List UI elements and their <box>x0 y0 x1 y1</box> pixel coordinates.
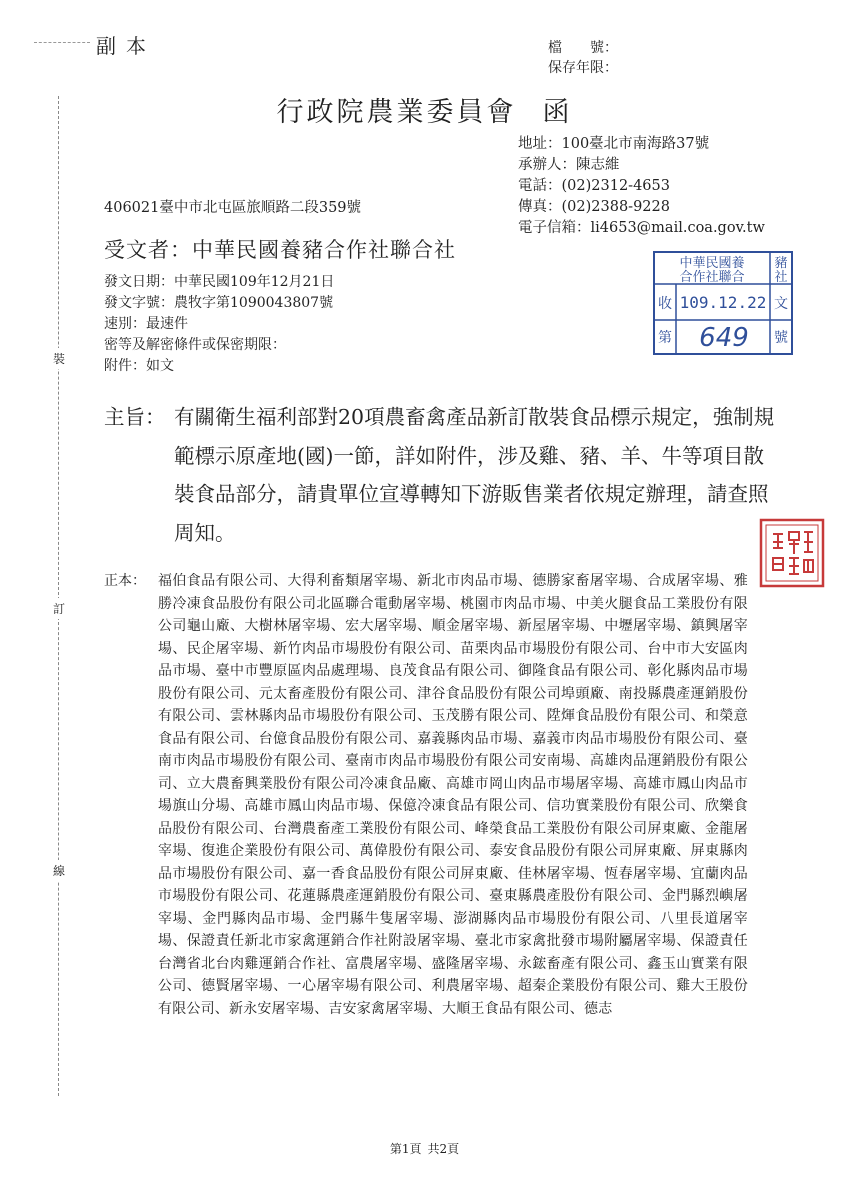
binding-mark-top: 裝 <box>53 348 65 369</box>
stamp-doc-label: 文 <box>774 296 788 312</box>
attachment-note: 附件：如文 <box>104 358 174 374</box>
archive-info <box>548 38 618 78</box>
agency-name: 行政院農業委員會 <box>276 97 517 128</box>
stamp-receive-label: 收 <box>658 296 672 312</box>
stamp-number-suffix: 號 <box>774 330 788 346</box>
sender-fax: 傳真：(02)2388-9228 <box>518 199 670 215</box>
page-footer <box>0 1140 849 1157</box>
sender-contact: 承辦人：陳志維 <box>518 157 620 173</box>
stamp-side-top: 豬 <box>774 256 788 271</box>
retention-label: 保存年限： <box>548 60 618 76</box>
sender-phone: 電話：(02)2312-4653 <box>518 178 670 194</box>
stamp-side-bottom: 社 <box>774 270 788 285</box>
stamp-number-prefix: 第 <box>658 330 672 346</box>
archive-number-label: 檔 號： <box>548 40 618 56</box>
document-number: 發文字號：農牧字第1090043807號 <box>104 295 334 311</box>
receipt-stamp <box>652 250 794 356</box>
delivery-speed: 速別：最速件 <box>104 316 188 332</box>
page-number: 第1頁 <box>389 1142 422 1156</box>
copy-label: 副本 <box>96 34 156 58</box>
sender-email: 電子信箱：li4653@mail.coa.gov.tw <box>518 220 765 236</box>
recipient-name: 受文者：中華民國養豬合作社聯合社 <box>104 238 456 262</box>
copy-marker-line <box>34 42 90 43</box>
cc-label: 正本： <box>104 573 146 589</box>
secrecy-level: 密等及解密條件或保密期限： <box>104 337 286 353</box>
stamp-org-line2: 合作社聯合 <box>679 270 745 285</box>
document-meta <box>104 272 334 377</box>
page-total: 共2頁 <box>427 1142 460 1156</box>
stamp-date: 109.12.22 <box>679 293 767 312</box>
subject-label: 主旨： <box>104 405 166 429</box>
binding-mark-middle: 訂 <box>53 598 65 619</box>
document-kind: 函 <box>542 97 573 128</box>
document-title <box>0 90 849 129</box>
binding-guide-line <box>58 96 59 1096</box>
stamp-org-line1: 中華民國養 <box>679 256 745 271</box>
subject-text: 有關衛生福利部對20項農畜禽產品新訂散裝食品標示規定，強制規範標示原產地(國)一節，詳如附件，涉及雞、豬、羊、牛等項目散裝食品部分，請貴單位宣導轉知下游販售業者依規定辦理，請查照周知。 <box>174 405 775 545</box>
stamp-number: 649 <box>699 323 749 353</box>
cc-recipient-list: 福伯食品有限公司、大得利畜類屠宰場、新北市肉品市場、德勝家畜屠宰場、合成屠宰場、雅勝冷凍食品股份有限公司北區聯合電動屠宰場、桃園市肉品市場、中美火腿食品工業股份有限公司龜山廠、大樹林屠宰場、宏大屠宰場、順金屠宰場、新屋屠宰場、中壢屠宰場、鎮興屠宰場、民企屠宰場、新竹肉品市場股份有限公司、苗栗肉品市場股份有限公司、台中市大安區肉品市場、臺中市豐原區肉品處理場、良茂食品有限公司、御隆食品有限公司、彰化縣肉品市場股份有限公司、元太畜產股份有限公司、津谷食品股份有限公司埠頭廠、南投縣農產運銷股份有限公司、雲林縣肉品市場股份有限公司、玉茂勝有限公司、陞煇食品股份有限公司、和榮意食品有限公司、台億食品股份有限公司、嘉義縣肉品市場、嘉義市肉品市場股份有限公司、臺南市肉品市場股份有限公司、臺南市肉品市場股份有限公司安南場、高雄肉品運銷股份有限公司、立大農畜興業股份有限公司冷凍食品廠、高雄市岡山肉品市場屠宰場、高雄市鳳山肉品市場旗山分場、高雄市鳳山肉品市場、保億冷凍食品有限公司、信功實業股份有限公司、欣樂食品股份有限公司、台灣農畜產工業股份有限公司、峰榮食品工業股份有限公司屏東廠、金龍屠宰場、復進企業股份有限公司、萬偉股份有限公司、泰安食品股份有限公司屏東廠、屏東縣肉品市場股份有限公司、嘉一香食品股份有限公司屏東廠、佳林屠宰場、恆春屠宰場、宜蘭肉品市場股份有限公司、花蓮縣農產運銷股份有限公司、臺東縣農產股份有限公司、金門縣烈嶼屠宰場、金門縣肉品市場、金門縣牛隻屠宰場、澎湖縣肉品市場股份有限公司、八里長道屠宰場、保證責任新北市家禽運銷合作社附設屠宰場、臺北市家禽批發市場附屬屠宰場、保證責任台灣省北台肉雞運銷合作社、富農屠宰場、盛隆屠宰場、永鋐畜產有限公司、鑫玉山實業有限公司、德賢屠宰場、一心屠宰場有限公司、利農屠宰場、超秦企業股份有限公司、雞大王股份有限公司、新永安屠宰場、吉安家禽屠宰場、大順王食品有限公司、德志 <box>158 573 748 1017</box>
sender-info <box>518 134 770 239</box>
official-seal <box>759 518 825 588</box>
binding-mark-bottom: 線 <box>53 860 65 881</box>
sender-address: 地址：100臺北市南海路37號 <box>518 136 710 152</box>
issue-date: 發文日期：中華民國109年12月21日 <box>104 274 335 290</box>
recipient-address: 406021臺中市北屯區旅順路二段359號 <box>104 200 362 216</box>
